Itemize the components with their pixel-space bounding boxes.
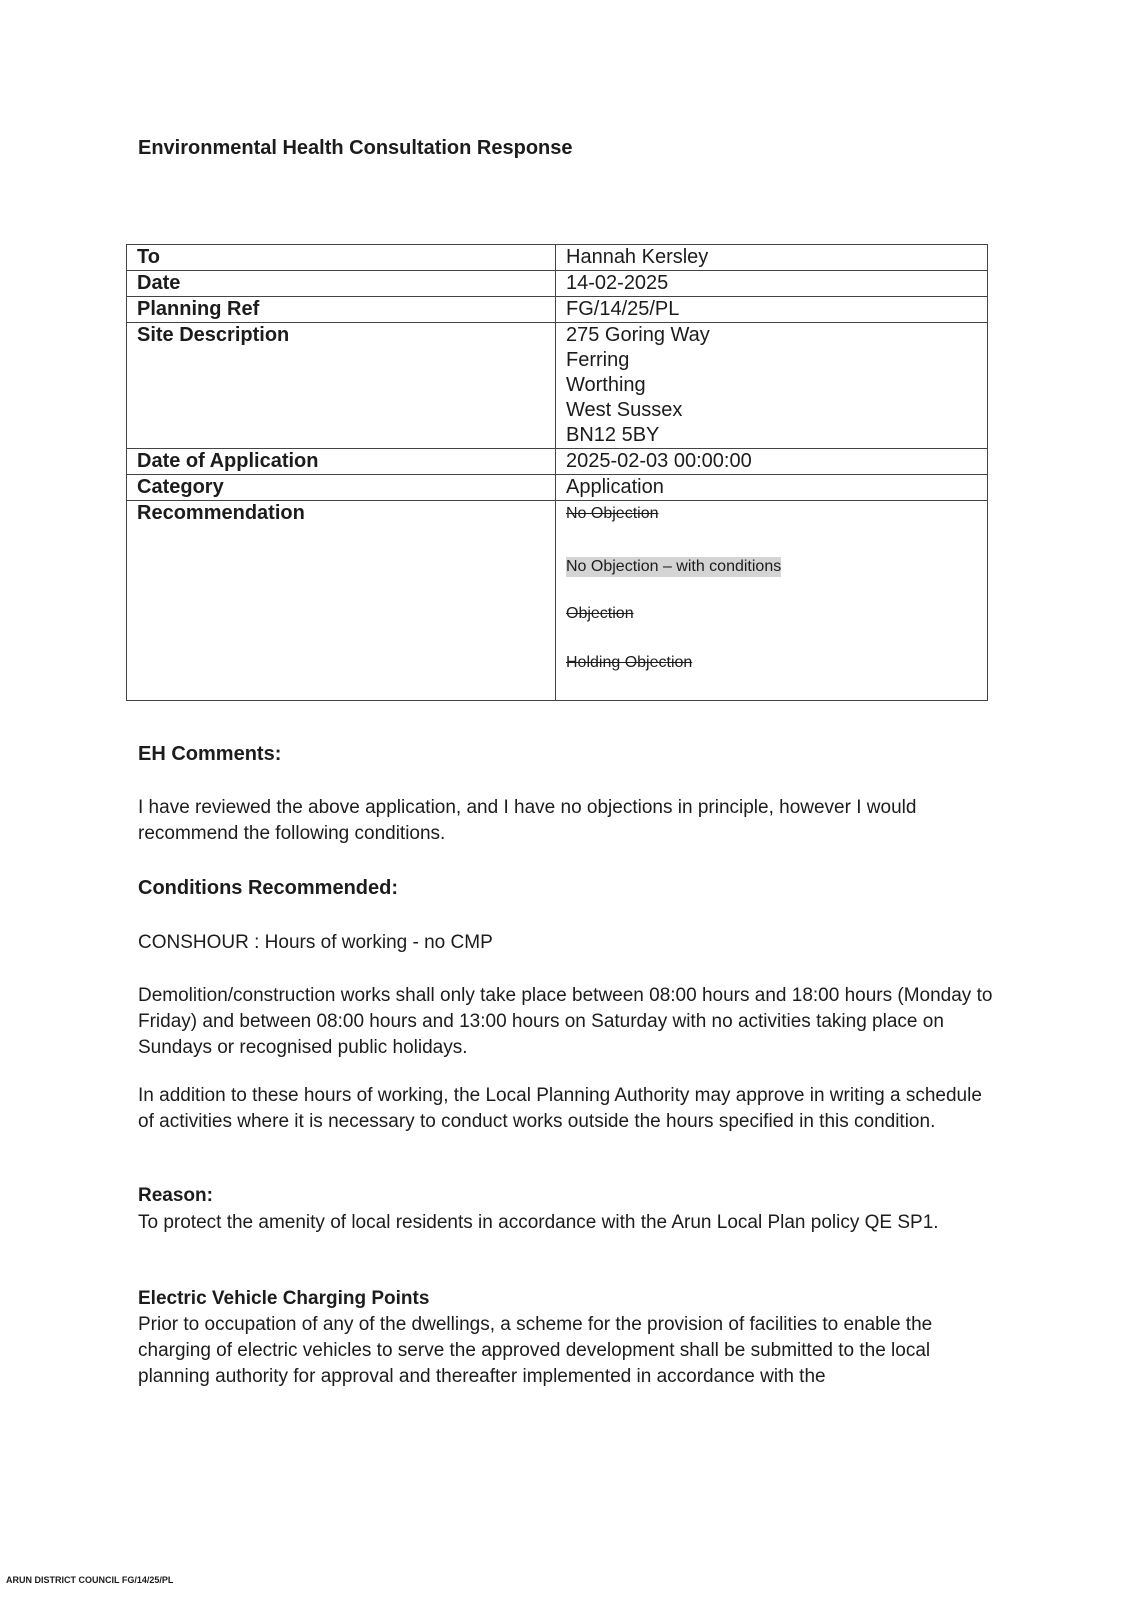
date-label: Date (127, 271, 556, 297)
reason-heading: Reason: (138, 1185, 213, 1206)
to-label: To (127, 245, 556, 271)
date-of-application-label: Date of Application (127, 449, 556, 475)
table-row (127, 245, 988, 271)
eh-comments-text: I have reviewed the above application, and I have no objections in principle, however I would recommend the following conditions. (138, 797, 917, 844)
site-description-label: Site Description (127, 323, 556, 449)
conshour-heading (138, 932, 493, 954)
planning-ref-value: FG/14/25/PL (556, 297, 988, 323)
consultation-info-table (126, 244, 988, 701)
address-line: Worthing (566, 374, 646, 396)
table-row (127, 449, 988, 475)
site-description-value (556, 323, 988, 449)
eh-comments-heading: EH Comments: (138, 743, 282, 765)
table-row (127, 475, 988, 501)
table-row (127, 297, 988, 323)
recommendation-option-struck: No Objection (566, 505, 659, 522)
conshour-paragraph-1: Demolition/construction works shall only take place between 08:00 hours and 18:00 hours (Monday to Friday) and between 08:00 hours and 13:00 hours on Saturday with no activities taking place on Sundays or recognised public holidays. (138, 985, 993, 1058)
planning-ref-label: Planning Ref (127, 297, 556, 323)
table-row (127, 501, 988, 701)
ev-charging-heading: Electric Vehicle Charging Points (138, 1288, 430, 1309)
conshour-paragraph-2: In addition to these hours of working, the Local Planning Authority may approve in writing a schedule of activities where it is necessary to conduct works outside the hours specified in this condition. (138, 1085, 982, 1132)
recommendation-options (556, 501, 988, 701)
address-line: BN12 5BY (566, 424, 660, 446)
reason-text: To protect the amenity of local residents in accordance with the Arun Local Plan policy QE SP1. (138, 1212, 939, 1233)
recommendation-label: Recommendation (127, 501, 556, 701)
category-label: Category (127, 475, 556, 501)
address-line: Ferring (566, 349, 630, 371)
to-value: Hannah Kersley (556, 245, 988, 271)
address-line: West Sussex (566, 399, 683, 421)
recommendation-option-struck: Objection (566, 605, 634, 622)
conditions-heading: Conditions Recommended: (138, 877, 399, 899)
recommendation-option-struck: Holding Objection (566, 654, 693, 671)
date-of-application-value: 2025-02-03 00:00:00 (556, 449, 988, 475)
address-line: 275 Goring Way (566, 324, 710, 346)
date-value: 14-02-2025 (556, 271, 988, 297)
table-row (127, 323, 988, 449)
ev-charging-text: Prior to occupation of any of the dwellings, a scheme for the provision of facilities to enable the charging of electric vehicles to serve the approved development shall be submitted to the local planning authority for approval and thereafter implemented in accordance with the (138, 1314, 933, 1387)
conshour-heading-text: CONSHOUR : Hours of working - no CMP (138, 932, 493, 953)
table-row (127, 271, 988, 297)
page-footer: ARUN DISTRICT COUNCIL FG/14/25/PL (6, 1575, 174, 1585)
recommendation-option-selected: No Objection – with conditions (566, 558, 782, 575)
page-title: Environmental Health Consultation Response (138, 137, 573, 159)
category-value: Application (556, 475, 988, 501)
